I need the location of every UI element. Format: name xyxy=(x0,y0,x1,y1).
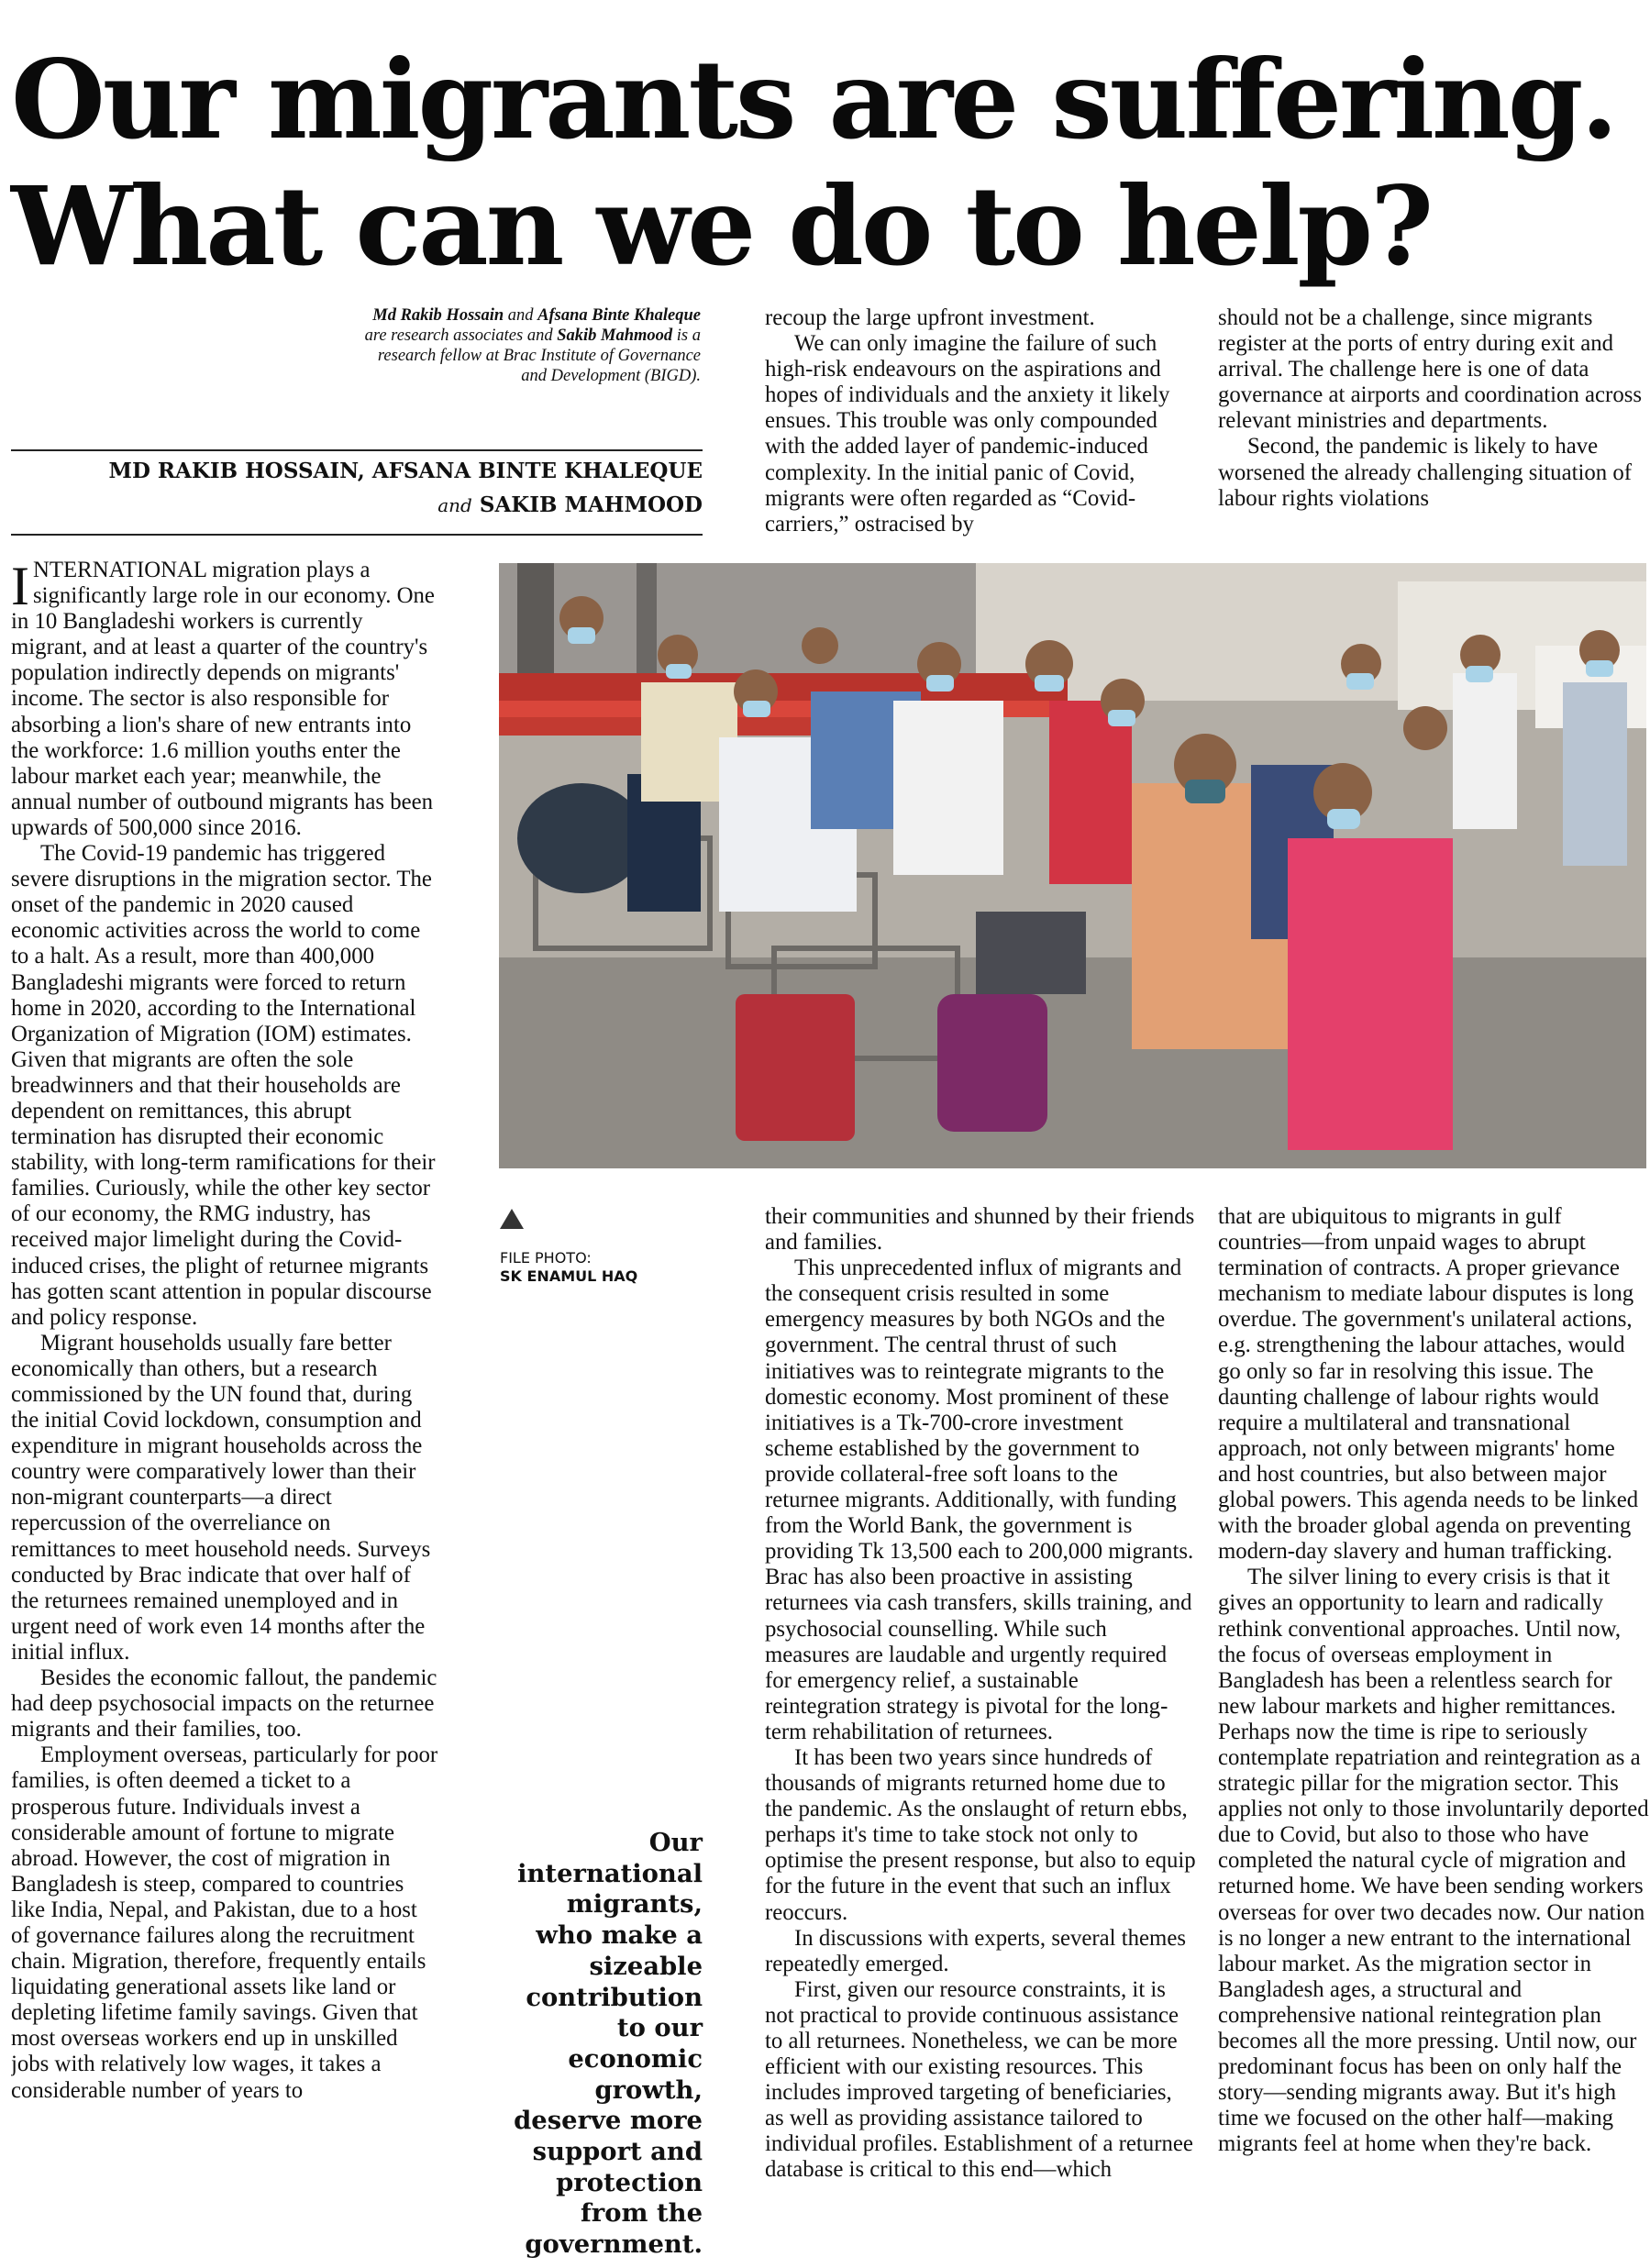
paragraph: First, given our resource constraints, it is not practical to provide continuous assistance to all returnees. Nonetheless, we can be more efficient with our existing resources. This includes improved targeting of beneficiaries, as well as providing assistance tailored to individual profiles. Establishment of a returnee database is critical to this end—which xyxy=(765,1976,1193,2183)
paragraph: Besides the economic fallout, the pandemic had deep psychosocial impacts on the returnee migrants and their families, too. xyxy=(11,1665,437,1742)
byline-rule-top xyxy=(11,449,703,451)
paragraph: recoup the large upfront investment. xyxy=(765,305,1095,330)
paragraph-text: NTERNATIONAL migration plays a significantly large role in our economy. One in 10 Bangladeshi workers is currently migrant, and at least a quarter of the country's population indirectly depends on migrants' income. The sector is also responsible for absorbing a lion's share of new entrants into the workforce: 1.6 million youths enter the labour market each year; meanwhile, the annual number of outbound migrants has been upwards of 500,000 since 2016. xyxy=(11,558,435,840)
paragraph: their communities and shunned by their friends and families. xyxy=(765,1204,1195,1256)
byline-name: SAKIB MAHMOOD xyxy=(479,492,703,517)
bio-role-1: are research associates and xyxy=(364,326,558,345)
article-column-3-bottom xyxy=(1218,1204,1649,2263)
article-column-1 xyxy=(11,558,440,2263)
author-bio xyxy=(349,305,701,386)
paragraph: This unprecedented influx of migrants and the consequent crisis resulted in some emergency measures by both NGOs and the government. The central thrust of such initiatives was to reintegrate migrants to the domestic economy. Most prominent of these initiatives is a Tk-700-crore investment scheme established by the government to provide collateral-free soft loans to the returnee migrants. Additionally, with funding from the World Bank, the government is providing Tk 13,500 each to 200,000 migrants. Brac has also been proactive in assisting returnees via cash transfers, skills training, and psychosocial counselling. While such measures are laudable and urgently required for emergency relief, a sustainable reintegration strategy is pivotal for the long-term rehabilitation of returnees. xyxy=(765,1256,1194,1744)
bio-name-3: Sakib Mahmood xyxy=(557,326,673,345)
paragraph: Migrant households usually fare better economically than others, but a research commissioned by the UN found that, during the initial Covid lockdown, consumption and expenditure in migrant households across the country were comparatively lower than their non-migrant counterparts—a direct repercussion of the overreliance on remittances to meet household needs. Surveys conducted by Brac indicate that over half of the returnees remained unemployed and in urgent need of work even 14 months after the initial influx. xyxy=(11,1330,431,1665)
article-column-3-top xyxy=(1218,305,1649,537)
bio-name-2: Afsana Binte Khaleque xyxy=(537,306,701,325)
news-photo xyxy=(499,563,1646,1168)
paragraph xyxy=(11,558,440,841)
pull-quote: Our international migrants, who make a sizeable contribution to our economic growth, deserve more support and protection from the government. xyxy=(514,1828,703,2260)
headline-line-1: Our migrants are suffering. xyxy=(11,36,1616,163)
paragraph: that are ubiquitous to migrants in gulf countries—from unpaid wages to abrupt termination of contracts. A proper grievance mechanism to mediate labour disputes is long overdue. The government's unilateral actions, e.g. strengthening the labour attaches, would go only so far in resolving this issue. The daunting challenge of labour rights would require a multilateral and transnational approach, not only between migrants' home and host countries, but also between major global powers. This agenda needs to be linked with the broader global agenda on preventing modern-day slavery and human trafficking. xyxy=(1218,1204,1639,1565)
paragraph: should not be a challenge, since migrants register at the ports of entry during exit and arrival. The challenge here is one of data governance at airports and coordination across relevant ministries and departments. xyxy=(1218,305,1643,434)
byline-line-1: MD RAKIB HOSSAIN, AFSANA BINTE KHALEQUE xyxy=(108,459,703,483)
caption-triangle-icon xyxy=(500,1209,524,1229)
paragraph: Second, the pandemic is likely to have worsened the already challenging situation of labour rights violations xyxy=(1218,434,1633,511)
paragraph: Employment overseas, particularly for poor families, is often deemed a ticket to a prosperous future. Individuals invest a considerable amount of fortune to migrate abroad. However, the cost of migration in Bangladesh is steep, compared to countries like India, Nepal, and Pakistan, due to a host of governance failures along the recruitment chain. Migration, therefore, frequently entails liquidating generational assets like land or depleting lifetime family savings. Given that most overseas workers end up in unskilled jobs with relatively low wages, it takes a considerable number of years to xyxy=(11,1742,438,2103)
byline-line-2 xyxy=(11,492,703,517)
byline-and: and xyxy=(437,494,472,516)
paragraph: The silver lining to every crisis is that it gives an opportunity to learn and radically rethink conventional approaches. Until now, the focus of overseas employment in Bangladesh has been a relentless search for new labour markets and higher remittances. Perhaps now the time is ripe to seriously contemplate repatriation and reintegration as a strategic pillar for the migration sector. This applies not only to those involuntarily deported due to Covid, but also to those who have completed the natural cycle of migration and returned home. We have been sending workers overseas for over two decades now. Our nation is no longer a new entrant to the international labour market. As the migration sector in Bangladesh ages, a structural and comprehensive national reintegration plan becomes all the more pressing. Until now, our predominant focus has been on only half the story—sending migrants away. But it's high time we focused on the other half—making migrants feel at home when they're back. xyxy=(1218,1565,1649,2157)
paragraph: It has been two years since hundreds of thousands of migrants returned home due to the pandemic. As the onslaught of return ebbs, perhaps it's time to take stock not only to optimise the present response, but also to equip for the future in the event that such an influx reoccurs. xyxy=(765,1744,1196,1925)
photo-credit xyxy=(500,1249,637,1286)
bio-and: and xyxy=(504,306,538,325)
article-column-2-top xyxy=(765,305,1196,537)
article-column-2-bottom xyxy=(765,1204,1196,2263)
headline-line-2: What can we do to help? xyxy=(11,162,1432,290)
paragraph: The Covid-19 pandemic has triggered severe disruptions in the migration sector. The onset of the pandemic in 2020 caused economic activities across the world to come to a halt. As a result, more than 400,000 Bangladeshi migrants were forced to return home in 2020, according to the International Organization of Migration (IOM) estimates. Given that migrants are often the sole breadwinners and that their households are dependent on remittances, this abrupt termination has disrupted their economic stability, with long-term ramifications for their families. Curiously, while the other key sector of our economy, the RMG industry, has received major limelight during the Covid-induced crises, the plight of returnee migrants has gotten scant attention in popular discourse and policy response. xyxy=(11,841,436,1330)
byline-rule-bottom xyxy=(11,534,703,536)
airport-crowd-illustration xyxy=(499,563,1646,1168)
drop-cap: I xyxy=(11,558,29,616)
photo-credit-label: FILE PHOTO: xyxy=(500,1249,592,1267)
headline xyxy=(11,37,1644,290)
paragraph: In discussions with experts, several themes repeatedly emerged. xyxy=(765,1925,1186,1976)
paragraph: We can only imagine the failure of such high-risk endeavours on the aspirations and hopes of individuals and the anxiety it likely ensues. This trouble was only compounded with the added layer of pandemic-induced complexity. In the initial panic of Covid, migrants were often regarded as “Covid-carriers,” ostracised by xyxy=(765,331,1170,537)
bio-name-1: Md Rakib Hossain xyxy=(372,306,504,325)
photo-credit-name: SK ENAMUL HAQ xyxy=(500,1267,638,1285)
bio-role-2: is a research fellow at Brac Institute of Governance and Development (BIGD). xyxy=(377,326,701,385)
